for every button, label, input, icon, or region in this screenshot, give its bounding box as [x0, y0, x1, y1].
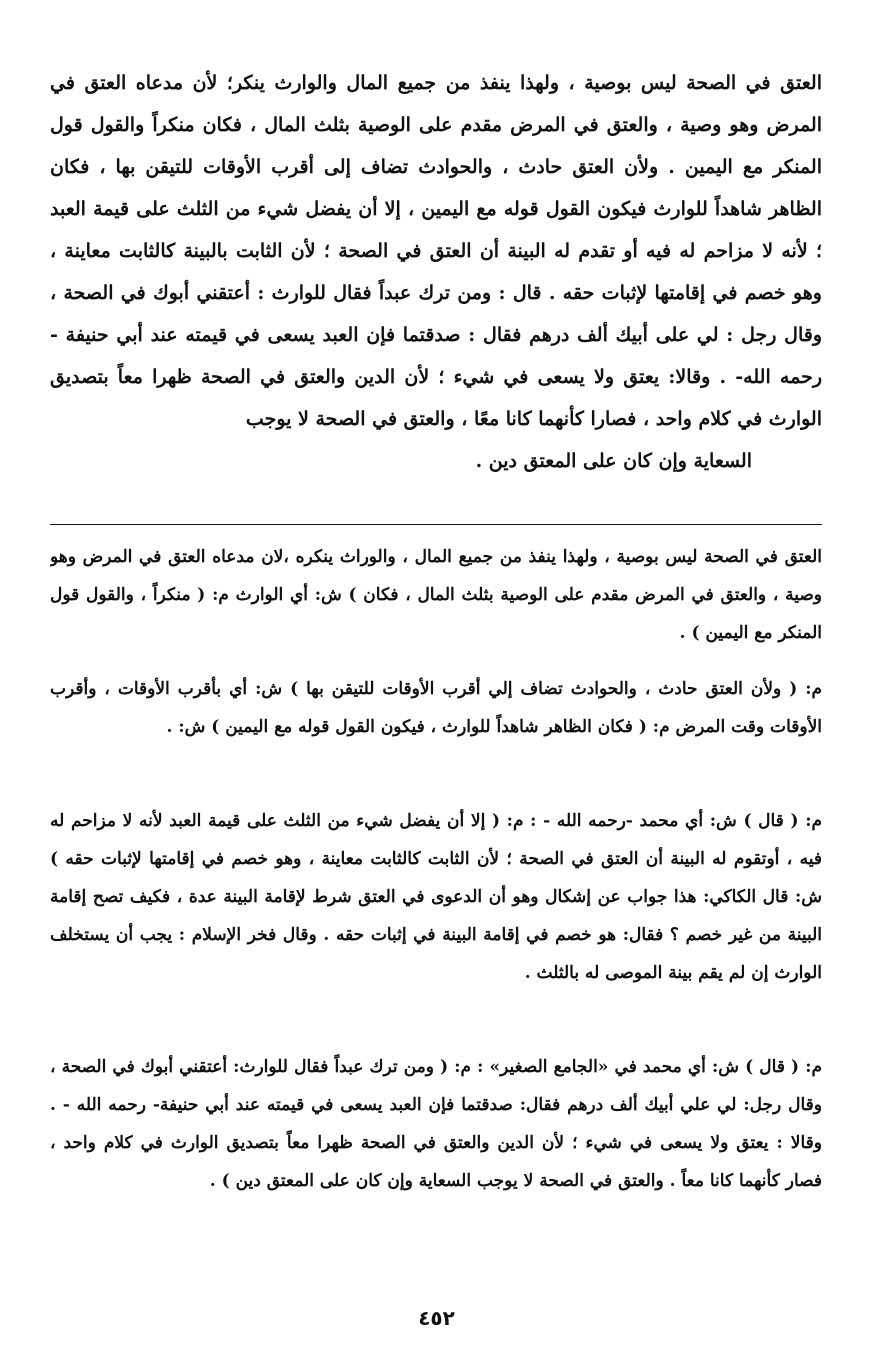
main-text-last-line: السعاية وإن كان على المعتق دين .	[475, 450, 752, 472]
commentary-paragraph-1: العتق في الصحة ليس بوصية ، ولهذا ينفذ من جميع المال ، والوراث ينكره ،لان مدعاه العتق في المرض وهو وصية ، والعتق في المرض مقدم على الوصية بثلث المال ، فكان ) ش: أي الوارث م: ( منكراً ، والقول قول المنكر مع اليمين ) .	[50, 547, 822, 643]
main-text	[50, 62, 822, 482]
commentary-paragraph-2: م: ( ولأن العتق حادث ، والحوادث تضاف إلي أقرب الأوقات للتيقن بها ) ش: أي بأقرب الأوقات ، وأقرب الأوقات وقت المرض م: ( فكان الظاهر شاهداً للوارث ، فيكون القول قوله مع اليمين ) ش: .	[50, 679, 822, 737]
commentary-section	[50, 538, 822, 1238]
book-page	[50, 62, 822, 1191]
commentary-paragraph-3: م: ( قال ) ش: أي محمد -رحمه الله - : م: ( إلا أن يفضل شيء من الثلث على قيمة العبد لأنه لا مزاحم له فيه ، أوتقوم له البينة أن العتق في الصحة ؛ لأن الثابت كالثابت معاينة ، وهو خصم في إقامتها لإثبات حقه ) ش: قال الكاكي: هذا جواب عن إشكال وهو أن الدعوى في العتق شرط لإقامة البينة عدة ، فكيف تصح إقامة البينة من غير خصم ؟ فقال: هو خصم في إقامة البينة في إثبات حقه . وقال فخر الإسلام : يجب أن يستخلف الوارث إن لم يقم بينة الموصى له بالثلث .	[50, 811, 822, 983]
commentary-paragraph-4: م: ( قال ) ش: أي محمد في «الجامع الصغير» : م: ( ومن ترك عبداً فقال للوارث: أعتقني أبوك في الصحة ، وقال رجل: لي علي أبيك ألف درهم فقال: صدقتما فإن العبد يسعى في قيمته عند أبي حنيفة- رحمه الله - . وقالا : يعتق ولا يسعى في شيء ؛ لأن الدين والعتق في الصحة ظهرا معاً بتصديق الوارث في كلام واحد ، فصار كأنهما كانا معاً . والعتق في الصحة لا يوجب السعاية وإن كان على المعتق دين ) .	[50, 1057, 822, 1191]
main-text-body: العتق في الصحة ليس بوصية ، ولهذا ينفذ من جميع المال والوارث ينكر؛ لأن مدعاه العتق في المرض وهو وصية ، والعتق في المرض مقدم على الوصية بثلث المال ، فكان منكراً والقول قول المنكر مع اليمين . ولأن العتق حادث ، والحوادث تضاف إلى أقرب الأوقات للتيقن بها ، فكان الظاهر شاهداً للوارث فيكون القول قوله مع اليمين ، إلا أن يفضل شيء من الثلث على قيمة العبد ؛ لأنه لا مزاحم له فيه أو تقدم له البينة أن العتق في الصحة ؛ لأن الثابت بالبينة كالثابت معاينة ، وهو خصم في إقامتها لإثبات حقه . قال : ومن ترك عبداً فقال للوارث : أعتقني أبوك في الصحة ، وقال رجل : لي على أبيك ألف درهم فقال : صدقتما فإن العبد يسعى في قيمته عند أبي حنيفة - رحمه الله- . وقالا: يعتق ولا يسعى في شيء ؛ لأن الدين والعتق في الصحة ظهرا معاً بتصديق الوارث في كلام واحد ، فصارا كأنهما كانا معًا ، والعتق في الصحة لا يوجب	[50, 72, 822, 430]
page-number: ٤٥٢	[418, 1306, 455, 1330]
footnote-divider	[50, 524, 822, 525]
